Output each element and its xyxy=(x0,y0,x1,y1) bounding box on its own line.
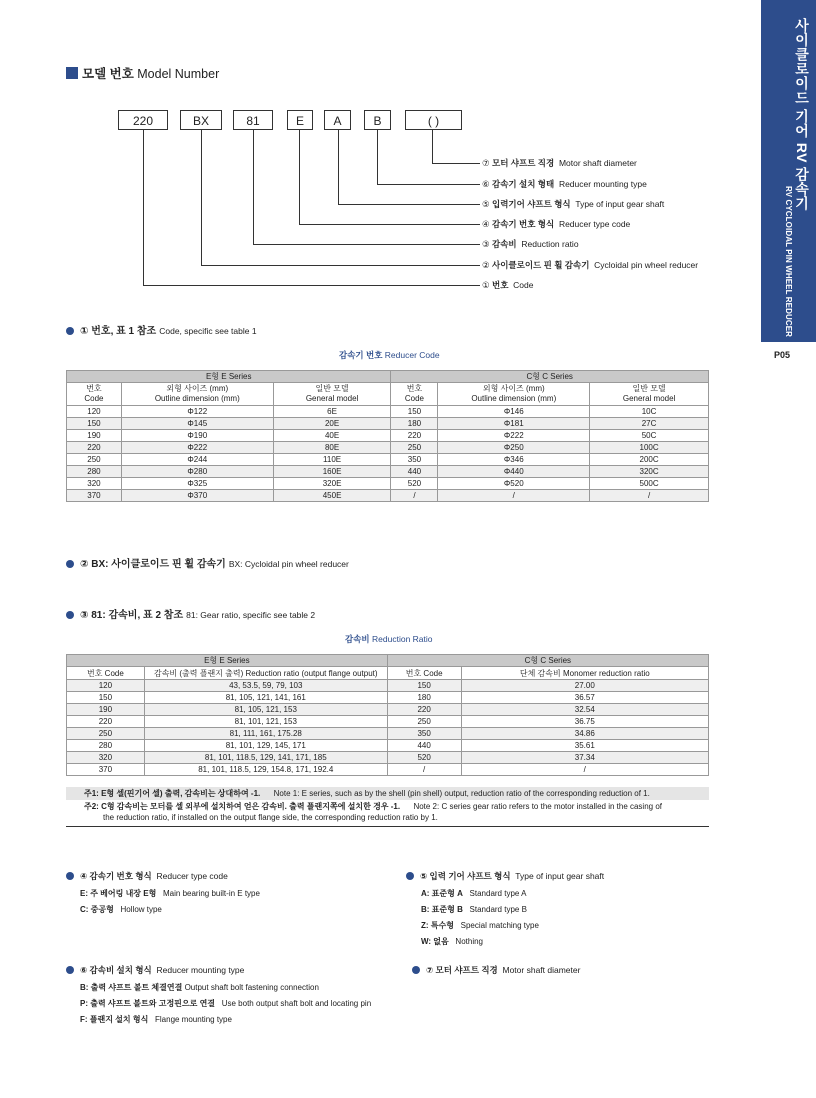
side-tab-subtitle: RV CYCLOIDAL PIN WHEEL REDUCER xyxy=(784,186,793,338)
table-row: 280 81, 101, 129, 145, 171 440 35.61 xyxy=(67,740,709,752)
connector-line xyxy=(377,184,480,185)
table-row: 190 Φ190 40E 220 Φ222 50C xyxy=(67,430,709,442)
connector-line xyxy=(338,204,480,205)
detail-item: B: 표준형 B Standard type B xyxy=(421,905,527,914)
connector-line xyxy=(299,224,480,225)
side-tab-title: 사이클로이드 기어 RV 감속기 xyxy=(794,18,810,211)
connector-line xyxy=(377,130,378,184)
table1-header: 일반 모델 General model xyxy=(273,383,391,406)
page-number: P05 xyxy=(774,350,791,360)
table-row: 220 Φ222 80E 250 Φ250 100C xyxy=(67,442,709,454)
bullet-icon xyxy=(66,327,74,335)
detail-item: Z: 특수형 Special matching type xyxy=(421,921,539,930)
heading-square-icon xyxy=(66,67,78,79)
model-box-ratio: 81 xyxy=(233,110,273,130)
connector-line xyxy=(201,130,202,265)
divider xyxy=(66,826,709,827)
table-row: 220 81, 101, 121, 153 250 36.75 xyxy=(67,716,709,728)
bullet-icon xyxy=(66,560,74,568)
table-row: 150 81, 105, 121, 141, 161 180 36.57 xyxy=(67,692,709,704)
section-4-heading: ④ 감속기 번호 형식 Reducer type code xyxy=(66,870,228,882)
model-box-motor: ( ) xyxy=(405,110,462,130)
detail-item: C: 중공형 Hollow type xyxy=(80,905,162,914)
connector-line xyxy=(201,265,480,266)
table2-header: 번호 Code xyxy=(387,667,461,680)
table-row: 280 Φ280 160E 440 Φ440 320C xyxy=(67,466,709,478)
section-3-heading: ③ 81: 감속비, 표 2 참조 81: Gear ratio, specific see table 2 xyxy=(66,606,315,621)
reduction-ratio-table xyxy=(66,654,709,776)
bullet-icon xyxy=(66,966,74,974)
table2-caption: 감속비 Reduction Ratio xyxy=(345,634,433,644)
legend-item: ⑥ 감속기 설치 형태 Reducer mounting type xyxy=(482,179,647,189)
table1-caption: 감속기 번호 Reducer Code xyxy=(339,350,440,360)
connector-line xyxy=(338,130,339,204)
detail-item: F: 플랜지 설치 형식 Flange mounting type xyxy=(80,1015,232,1024)
page-title-ko: 모델 번호 xyxy=(82,67,134,81)
table-row: 250 Φ244 110E 350 Φ346 200C xyxy=(67,454,709,466)
bullet-icon xyxy=(66,872,74,880)
section-1-heading: ① 번호, 표 1 참조 Code, specific see table 1 xyxy=(66,322,257,337)
legend-item: ④ 감속기 번호 형식 Reducer type code xyxy=(482,219,631,229)
table1-header: 일반 모델 General model xyxy=(590,383,709,406)
table2-header: 감속비 (출력 플랜지 출력) Reduction ratio (output flange output) xyxy=(144,667,387,680)
section-6-heading: ⑥ 감속비 설치 형식 Reducer mounting type xyxy=(66,964,244,976)
table2-header: 번호 Code xyxy=(67,667,145,680)
legend-item: ① 번호 Code xyxy=(482,280,534,290)
bullet-icon xyxy=(406,872,414,880)
detail-item: B: 출력 샤프트 볼트 체결연결 Output shaft bolt fastening connection xyxy=(80,983,319,992)
model-box-input: A xyxy=(324,110,351,130)
table1-group-e: E형 E Series xyxy=(67,371,391,383)
table1-header: 외형 사이즈 (mm) Outline dimension (mm) xyxy=(121,383,273,406)
model-box-mount: B xyxy=(364,110,391,130)
detail-item: W: 없음 Nothing xyxy=(421,937,483,946)
section-5-heading: ⑤ 입력 기어 샤프트 형식 Type of input gear shaft xyxy=(406,870,604,882)
detail-item: E: 주 베어링 내장 E형 Main bearing built-in E type xyxy=(80,889,260,898)
page-title xyxy=(82,64,219,82)
section-2-heading: ② BX: 사이클로이드 핀 휠 감속기 BX: Cycloidal pin wheel reducer xyxy=(66,555,349,570)
connector-line xyxy=(432,163,480,164)
table1-header: 외형 사이즈 (mm) Outline dimension (mm) xyxy=(438,383,590,406)
model-box-bx: BX xyxy=(180,110,222,130)
table-row: 150 Φ145 20E 180 Φ181 27C xyxy=(67,418,709,430)
legend-item: ② 사이클로이드 핀 휠 감속기 Cycloidal pin wheel reducer xyxy=(482,260,699,270)
detail-item: P: 출력 샤프트 볼트와 고정핀으로 연결 Use both output shaft bolt and locating pin xyxy=(80,999,372,1008)
note-2-continued: the reduction ratio, if installed on the output flange side, the corresponding reduction ratio by 1. xyxy=(103,813,438,822)
table1-group-c: C형 C Series xyxy=(391,371,709,383)
model-box-type: E xyxy=(287,110,313,130)
page-title-en: Model Number xyxy=(137,67,220,81)
section-7-heading: ⑦ 모터 샤프트 직경 Motor shaft diameter xyxy=(412,964,580,976)
table2-group-c: C형 C Series xyxy=(387,655,708,667)
note-2: 주2: C형 감속비는 모터를 셀 외부에 설치하여 얻은 감속비. 출력 플랜지쪽에 설치한 경우 -1. Note 2: C series gear ratio refers to the motor installed in the casing of xyxy=(84,802,663,811)
table-row: 120 Φ122 6E 150 Φ146 10C xyxy=(67,406,709,418)
connector-line xyxy=(432,130,433,163)
bullet-icon xyxy=(412,966,420,974)
model-box-code: 220 xyxy=(118,110,168,130)
table1-header: 번호 Code xyxy=(391,383,438,406)
legend-item: ⑤ 입력기어 샤프트 형식 Type of input gear shaft xyxy=(482,199,665,209)
table-row: 190 81, 105, 121, 153 220 32.54 xyxy=(67,704,709,716)
note-1: 주1: E형 셀(핀기어 셀) 출력, 감속비는 상대하여 -1. Note 1: E series, such as by the shell (pin shell) output, reduction ratio of the corresponding reduction of 1. xyxy=(84,789,650,798)
table-row: 370 81, 101, 118.5, 129, 154.8, 171, 192.4 / / xyxy=(67,764,709,776)
bullet-icon xyxy=(66,611,74,619)
table-row: 370 Φ370 450E / / / xyxy=(67,490,709,502)
detail-item: A: 표준형 A Standard type A xyxy=(421,889,527,898)
connector-line xyxy=(143,130,144,285)
connector-line xyxy=(299,130,300,224)
connector-line xyxy=(253,130,254,244)
table2-header: 단체 감속비 Monomer reduction ratio xyxy=(461,667,708,680)
table1-header: 번호 Code xyxy=(67,383,122,406)
table-row: 120 43, 53.5, 59, 79, 103 150 27.00 xyxy=(67,680,709,692)
table-row: 250 81, 111, 161, 175.28 350 34.86 xyxy=(67,728,709,740)
table2-group-e: E형 E Series xyxy=(67,655,388,667)
reducer-code-table xyxy=(66,370,709,502)
legend-item: ⑦ 모터 샤프트 직경 Motor shaft diameter xyxy=(482,158,637,168)
table-row: 320 81, 101, 118.5, 129, 141, 171, 185 520 37.34 xyxy=(67,752,709,764)
legend-item: ③ 감속비 Reduction ratio xyxy=(482,239,579,249)
connector-line xyxy=(253,244,480,245)
table-row: 320 Φ325 320E 520 Φ520 500C xyxy=(67,478,709,490)
connector-line xyxy=(143,285,480,286)
